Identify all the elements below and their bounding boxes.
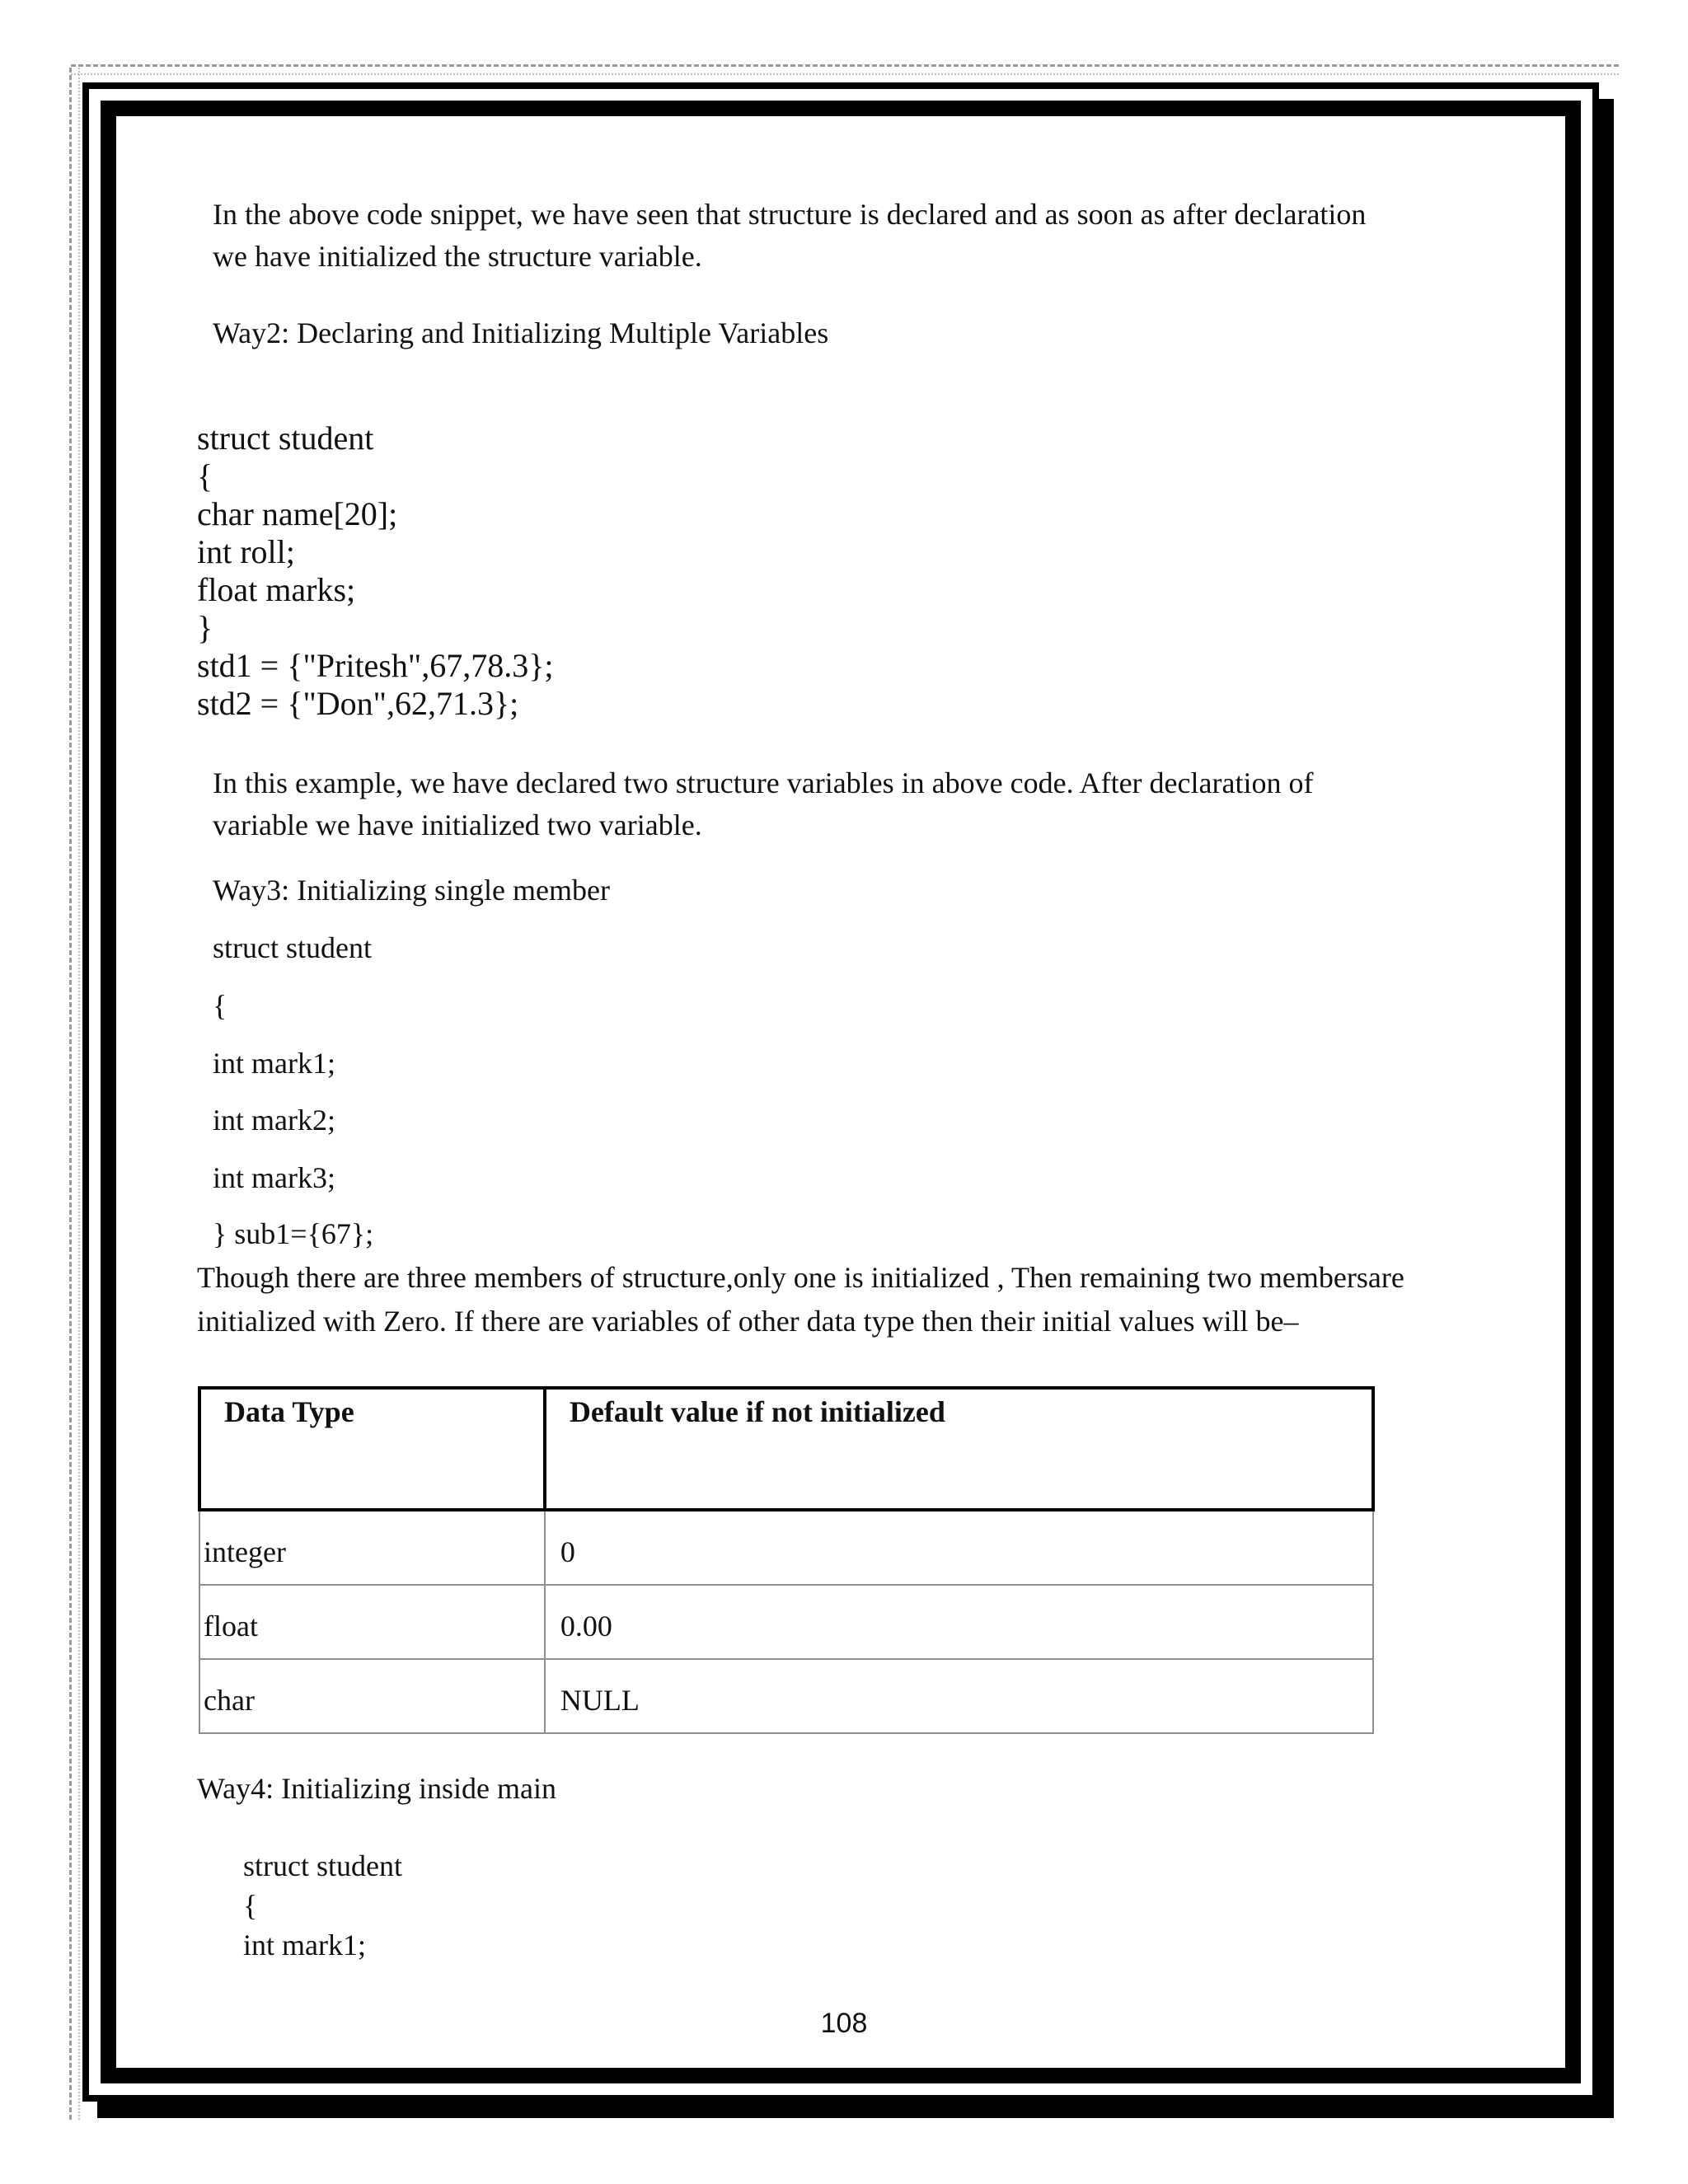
page-number: 108 [820, 2008, 868, 2039]
code-line: int roll; [197, 533, 295, 570]
table-row [199, 1659, 1373, 1733]
paragraph-2-line-2: variable we have initialized two variable. [213, 808, 702, 841]
code-line: int mark1; [213, 1047, 335, 1080]
code-line: int mark3; [213, 1161, 335, 1194]
table-cell: char [199, 1659, 545, 1733]
table-header-data-type: Data Type [199, 1388, 545, 1510]
code-line: int mark2; [213, 1104, 335, 1137]
way4-heading: Way4: Initializing inside main [197, 1772, 557, 1805]
decorative-top-border [71, 64, 1619, 75]
decorative-left-border [69, 68, 80, 2120]
way2-heading: Way2: Declaring and Initializing Multiple Variables [213, 316, 829, 349]
code-line: { [213, 989, 227, 1022]
table-cell: float [199, 1585, 545, 1659]
paragraph-3-line-2: initialized with Zero. If there are variables of other data type then their initial values will be– [197, 1305, 1299, 1338]
table-header-default-value: Default value if not initialized [545, 1388, 1373, 1510]
code-line: { [243, 1889, 258, 1922]
paragraph-1-line-2: we have initialized the structure variable. [213, 240, 702, 273]
code-line: std1 = {"Pritesh",67,78.3}; [197, 647, 554, 684]
table-header-row [199, 1388, 1373, 1510]
code-line: float marks; [197, 571, 356, 608]
code-line: } [197, 609, 213, 646]
code-line: struct student [243, 1849, 402, 1882]
table-row [199, 1510, 1373, 1585]
code-line: int mark1; [243, 1929, 366, 1961]
code-line: struct student [197, 419, 374, 457]
code-line: std2 = {"Don",62,71.3}; [197, 685, 519, 722]
code-line: { [197, 457, 213, 494]
code-line: char name[20]; [197, 495, 398, 532]
paragraph-3-line-1: Though there are three members of structure,only one is initialized , Then remaining two membersare [197, 1261, 1404, 1294]
table-cell: 0 [545, 1510, 1373, 1585]
code-line: } sub1={67}; [213, 1217, 374, 1250]
table-cell: 0.00 [545, 1585, 1373, 1659]
table-cell: NULL [545, 1659, 1373, 1733]
default-values-table [198, 1386, 1375, 1734]
code-line: struct student [213, 931, 372, 964]
paragraph-1-line-1: In the above code snippet, we have seen that structure is declared and as soon as after declaration [213, 198, 1367, 231]
paragraph-2-line-1: In this example, we have declared two structure variables in above code. After declaration of [213, 766, 1314, 799]
table-row [199, 1585, 1373, 1659]
way3-heading: Way3: Initializing single member [213, 874, 610, 907]
table-cell: integer [199, 1510, 545, 1585]
